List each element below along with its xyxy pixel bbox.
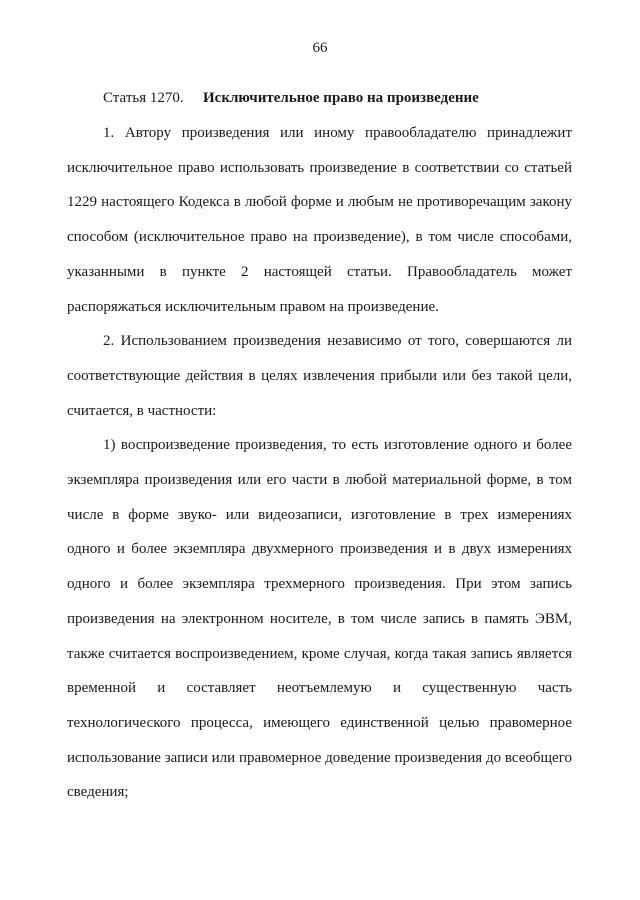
article-number: Статья 1270. — [103, 90, 184, 106]
paragraph-2: 2. Использованием произведения независимо от того, совершаются ли соответствующие действия в целях извлечения прибыли или без такой цели, считается, в частности: — [67, 333, 572, 419]
paragraph-1: 1. Автору произведения или иному правообладателю принадлежит исключительное право использовать произведение в соответствии со статьей 1229 настоящего Кодекса в любой форме и любым не противоречащим закону способом (исключительное право на произведение), в том числе способами, указанными в пункте 2 настоящей статьи. Правообладатель может распоряжаться исключительным правом на произведение. — [67, 125, 572, 315]
article-body — [67, 116, 572, 810]
article-title: Исключительное право на произведение — [203, 90, 479, 106]
page-number: 66 — [312, 40, 328, 56]
article-heading — [103, 90, 479, 107]
paragraph-2-item-1: 1) воспроизведение произведения, то есть изготовление одного и более экземпляра произведения или его части в любой материальной форме, в том числе в форме звуко- или видеозаписи, изготовление в трех измерениях одного и более экземпляра двухмерного произведения и в двух измерениях одного и более экземпляра трехмерного произведения. При этом запись произведения на электронном носителе, в том числе запись в память ЭВМ, также считается воспроизведением, кроме случая, когда такая запись является временной и составляет неотъемлемую и существенную часть технологического процесса, имеющего единственной целью правомерное использование записи или правомерное доведение произведения до всеобщего сведения; — [67, 437, 572, 801]
